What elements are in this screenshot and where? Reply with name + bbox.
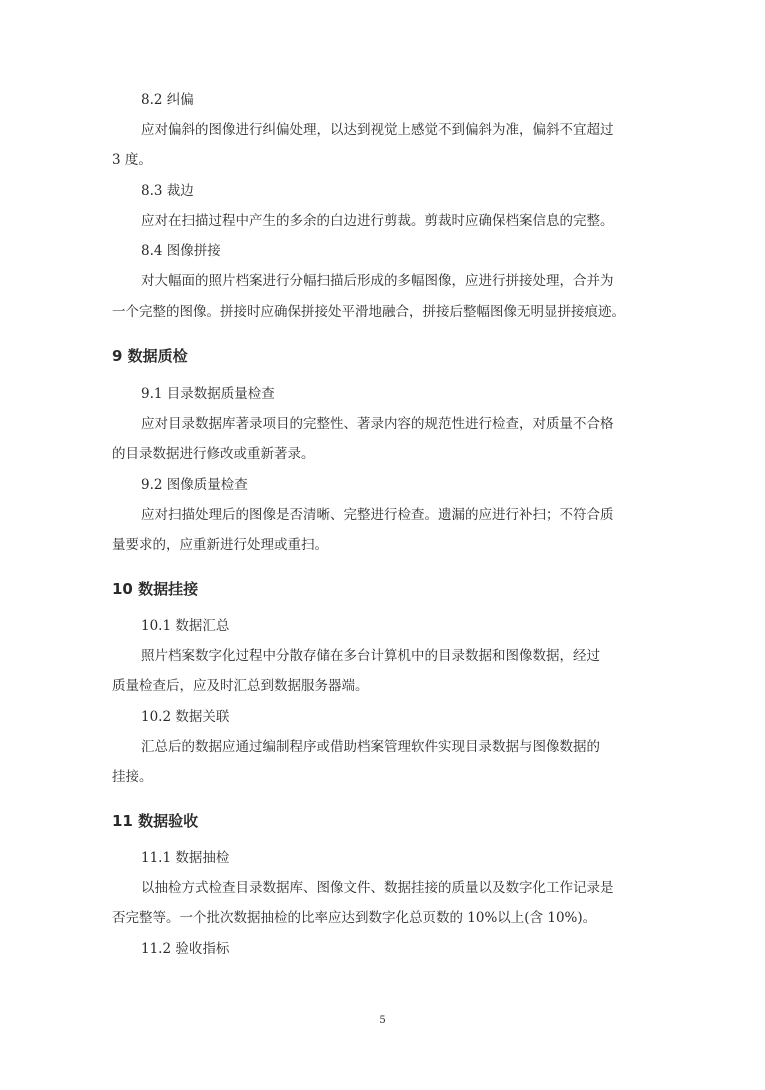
paragraph-line: 应对偏斜的图像进行纠偏处理，以达到视觉上感觉不到偏斜为准，偏斜不宜超过 bbox=[141, 122, 614, 138]
subsection-heading-11-2: 11.2 验收指标 bbox=[141, 941, 230, 957]
paragraph-line: 质量检查后，应及时汇总到数据服务器端。 bbox=[112, 678, 369, 694]
page-number: 5 bbox=[379, 1015, 386, 1026]
section-heading-11: 11 数据验收 bbox=[112, 812, 199, 830]
subsection-heading-11-1: 11.1 数据抽检 bbox=[141, 850, 230, 866]
paragraph-line: 以抽检方式检查目录数据库、图像文件、数据挂接的质量以及数字化工作记录是 bbox=[141, 880, 614, 896]
paragraph-line: 否完整等。一个批次数据抽检的比率应达到数字化总页数的 10%以上(含 10%)。 bbox=[112, 910, 597, 926]
paragraph-line: 3 度。 bbox=[112, 152, 152, 168]
paragraph-line: 量要求的，应重新进行处理或重扫。 bbox=[112, 537, 328, 553]
subsection-heading-9-1: 9.1 目录数据质量检查 bbox=[141, 386, 275, 402]
paragraph-line: 的目录数据进行修改或重新著录。 bbox=[112, 446, 315, 462]
subsection-heading-10-1: 10.1 数据汇总 bbox=[141, 618, 230, 634]
subsection-heading-10-2: 10.2 数据关联 bbox=[141, 709, 230, 725]
paragraph-line: 应对扫描处理后的图像是否清晰、完整进行检查。遗漏的应进行补扫；不符合质 bbox=[141, 507, 614, 523]
paragraph-line: 汇总后的数据应通过编制程序或借助档案管理软件实现目录数据与图像数据的 bbox=[141, 739, 600, 755]
subsection-heading-8-3: 8.3 裁边 bbox=[141, 183, 194, 199]
subsection-heading-8-2: 8.2 纠偏 bbox=[141, 92, 194, 108]
section-heading-10: 10 数据挂接 bbox=[112, 580, 199, 598]
subsection-heading-9-2: 9.2 图像质量检查 bbox=[141, 477, 248, 493]
paragraph-line: 一个完整的图像。拼接时应确保拼接处平滑地融合，拼接后整幅图像无明显拼接痕迹。 bbox=[112, 304, 625, 320]
paragraph-line: 应对在扫描过程中产生的多余的白边进行剪裁。剪裁时应确保档案信息的完整。 bbox=[141, 213, 614, 229]
subsection-heading-8-4: 8.4 图像拼接 bbox=[141, 243, 221, 259]
paragraph-line: 挂接。 bbox=[112, 769, 153, 785]
paragraph-line: 应对目录数据库著录项目的完整性、著录内容的规范性进行检查，对质量不合格 bbox=[141, 416, 614, 432]
paragraph-line: 对大幅面的照片档案进行分幅扫描后形成的多幅图像，应进行拼接处理，合并为 bbox=[141, 273, 614, 289]
paragraph-line: 照片档案数字化过程中分散存储在多台计算机中的目录数据和图像数据，经过 bbox=[141, 648, 600, 664]
section-heading-9: 9 数据质检 bbox=[112, 347, 188, 365]
